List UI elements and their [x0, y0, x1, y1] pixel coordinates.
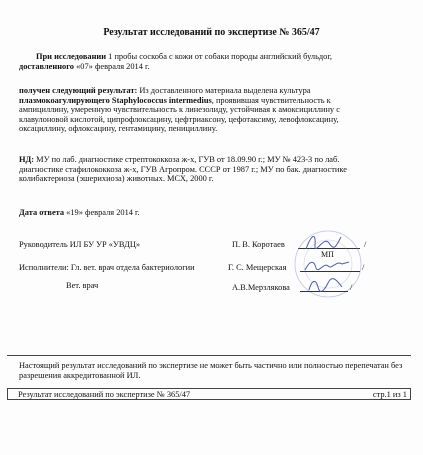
executor-1-signature-slash: / — [362, 263, 365, 272]
result-line-5: оксациллину, офлоксацину, гентамицину, пенициллину. — [19, 124, 218, 134]
result-line-1: получен следующий результат: Из доставленного материала выделена культура — [19, 86, 311, 95]
nd-line-1: НД: МУ по лаб. диагностике стрептококкоза ж-х, ГУВ от 18.09.90 г.; МУ № 423-3 по лаб. — [19, 155, 340, 164]
intro-block — [19, 52, 413, 71]
executor-2-name: А.В.Мерзлякова — [232, 283, 290, 292]
document-title: Результат исследований по экспертизе № 365/47 — [103, 27, 320, 38]
head-signature-slash: / — [364, 240, 367, 249]
executors-label: Исполнители: Гл. вет. врач отдела бактериологии — [19, 263, 195, 272]
executor-2-signature-slash: / — [350, 283, 353, 292]
nd-line-3: колибактериоза (эшерихиоза) животных. МСХ, 2000 г. — [19, 174, 214, 184]
head-name: П. В. Коротаев — [232, 240, 285, 249]
result-block — [19, 86, 413, 134]
result-line-2: плазмокоагулирующего Staphylococcus intermedius, проявившая чувствительность к — [19, 95, 331, 105]
result-line-4: клавулоновой кислотой, ципрофлоксацину, цефтриаксону, цефотаксиму, левофлоксацину, — [19, 114, 339, 124]
disclaimer-line-2: разрешения аккредитованной ИЛ. — [19, 371, 141, 380]
disclaimer-divider — [7, 355, 411, 356]
nd-block — [19, 155, 413, 184]
executor-1-name: Г. С. Мещерская — [228, 263, 287, 272]
disclaimer-line-1: Настоящий результат исследований по экспертизе не может быть частично или полностью перепечатан без — [19, 361, 403, 370]
footer-doc-ref: Результат исследований по экспертизе № 365/47 — [18, 390, 191, 399]
response-date: Дата ответа «19» февраля 2014 г. — [19, 208, 140, 217]
nd-line-2: диагностике стафилококкоза ж-х, ГУВ Агропром. СССР от 1987 г.; МУ по бак. диагностике — [19, 164, 347, 174]
footer — [7, 388, 411, 400]
intro-line-2: доставленного «07» февраля 2014 г. — [19, 61, 150, 71]
footer-page-number: стр.1 из 1 — [372, 390, 407, 399]
stamp-label: МП — [321, 250, 334, 259]
executor-1-signature — [302, 256, 352, 276]
intro-line-1: При исследовании 1 пробы соскоба с кожи от собаки породы английский бульдог, — [36, 52, 332, 61]
vet-label: Вет. врач — [66, 281, 99, 290]
result-line-3: ампициллину, умеренную чувствительность к линезолиду, устойчивая к амоксициллину с — [19, 105, 340, 115]
executor-2-signature — [306, 275, 346, 295]
head-label: Руководитель ИЛ БУ УР «УВДЦ» — [19, 240, 141, 249]
